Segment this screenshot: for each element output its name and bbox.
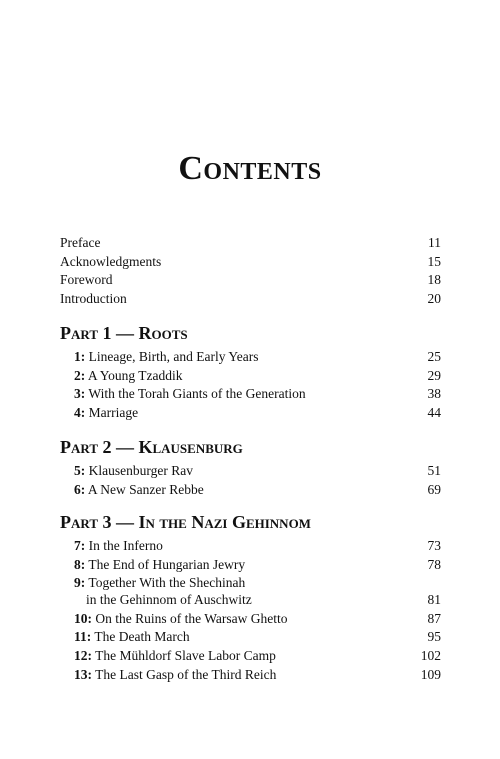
entry-page: 51 — [427, 463, 441, 478]
toc-entry-introduction — [60, 290, 441, 309]
toc-entry-chapter-3 — [74, 385, 441, 404]
chapter-number: 13: — [74, 666, 92, 682]
entry-title: Together With the Shechinah — [88, 575, 246, 591]
toc-entry-chapter-6 — [74, 481, 441, 500]
toc-entry-chapter-4 — [74, 404, 441, 423]
entry-title: Marriage — [88, 404, 139, 420]
entry-page: 69 — [427, 481, 441, 497]
entry-page: 109 — [420, 666, 441, 682]
toc-entry-chapter-5 — [74, 462, 441, 481]
chapter-number: 1: — [74, 349, 86, 364]
chapter-number: 4: — [74, 404, 86, 420]
entry-page: 18 — [427, 272, 441, 288]
entry-page: 20 — [427, 290, 441, 306]
entry-title: The Mühldorf Slave Labor Camp — [95, 647, 276, 663]
toc-entry-chapter-10 — [74, 610, 441, 629]
entry-page: 78 — [427, 556, 441, 572]
entry-title: Foreword — [60, 272, 113, 288]
entry-page: 11 — [428, 235, 441, 250]
entry-title: Klausenburger Rav — [88, 463, 193, 478]
entry-page: 38 — [427, 386, 441, 402]
toc-entry-chapter-7 — [74, 537, 441, 556]
part-2-chapters — [74, 462, 441, 499]
chapter-number: 2: — [74, 367, 86, 383]
entry-title: The End of Hungarian Jewry — [88, 556, 246, 572]
chapter-number: 10: — [74, 610, 92, 626]
toc-entry-chapter-12 — [74, 647, 441, 666]
entry-title: Lineage, Birth, and Early Years — [88, 349, 259, 364]
chapter-number: 9: — [74, 575, 86, 591]
toc-entry-chapter-9-continued — [74, 591, 441, 610]
toc-entry-chapter-8 — [74, 556, 441, 575]
chapter-number: 11: — [74, 629, 92, 645]
toc-entry-chapter-2 — [74, 367, 441, 386]
toc-entry-chapter-13 — [74, 666, 441, 685]
entry-page: 25 — [427, 349, 441, 364]
entry-page: 87 — [427, 610, 441, 626]
entry-title: Acknowledgments — [60, 253, 162, 269]
entry-page: 44 — [427, 404, 441, 420]
entry-page: 95 — [427, 629, 441, 645]
chapter-number: 3: — [74, 386, 86, 402]
toc-entry-chapter-1 — [74, 348, 441, 367]
part-3-chapters — [74, 537, 441, 684]
toc-entry-chapter-11 — [74, 628, 441, 647]
toc-entry-chapter-9 — [74, 574, 441, 591]
chapter-number: 7: — [74, 538, 86, 553]
part-2-heading: Part 2 — Klausenburg — [60, 437, 243, 457]
entry-title: Preface — [60, 235, 101, 250]
page-title: Contents — [178, 150, 322, 187]
chapter-number: 8: — [74, 556, 86, 572]
toc-entry-foreword — [60, 271, 441, 290]
entry-title: The Death March — [94, 629, 190, 645]
entry-title: On the Ruins of the Warsaw Ghetto — [95, 610, 288, 626]
toc-entry-preface — [60, 234, 441, 253]
entry-page: 73 — [427, 538, 441, 553]
front-matter-list — [60, 234, 441, 308]
entry-title: The Last Gasp of the Third Reich — [95, 666, 277, 682]
part-3-heading: Part 3 — In the Nazi Gehinnom — [60, 512, 311, 532]
entry-title: A Young Tzaddik — [87, 367, 183, 383]
entry-page: 15 — [427, 253, 441, 269]
part-1-heading: Part 1 — Roots — [60, 323, 188, 343]
chapter-number: 12: — [74, 647, 92, 663]
entry-title: Introduction — [60, 290, 127, 306]
entry-page: 102 — [420, 647, 441, 663]
toc-entry-acknowledgments — [60, 253, 441, 272]
entry-page: 29 — [427, 367, 441, 383]
entry-page: 81 — [427, 592, 441, 608]
entry-title: A New Sanzer Rebbe — [87, 481, 204, 497]
part-1-chapters — [74, 348, 441, 422]
entry-title: With the Torah Giants of the Generation — [88, 386, 306, 402]
entry-title: In the Inferno — [88, 538, 163, 553]
chapter-number: 6: — [74, 481, 86, 497]
entry-title-continued: in the Gehinnom of Auschwitz — [86, 592, 252, 608]
chapter-number: 5: — [74, 463, 86, 478]
